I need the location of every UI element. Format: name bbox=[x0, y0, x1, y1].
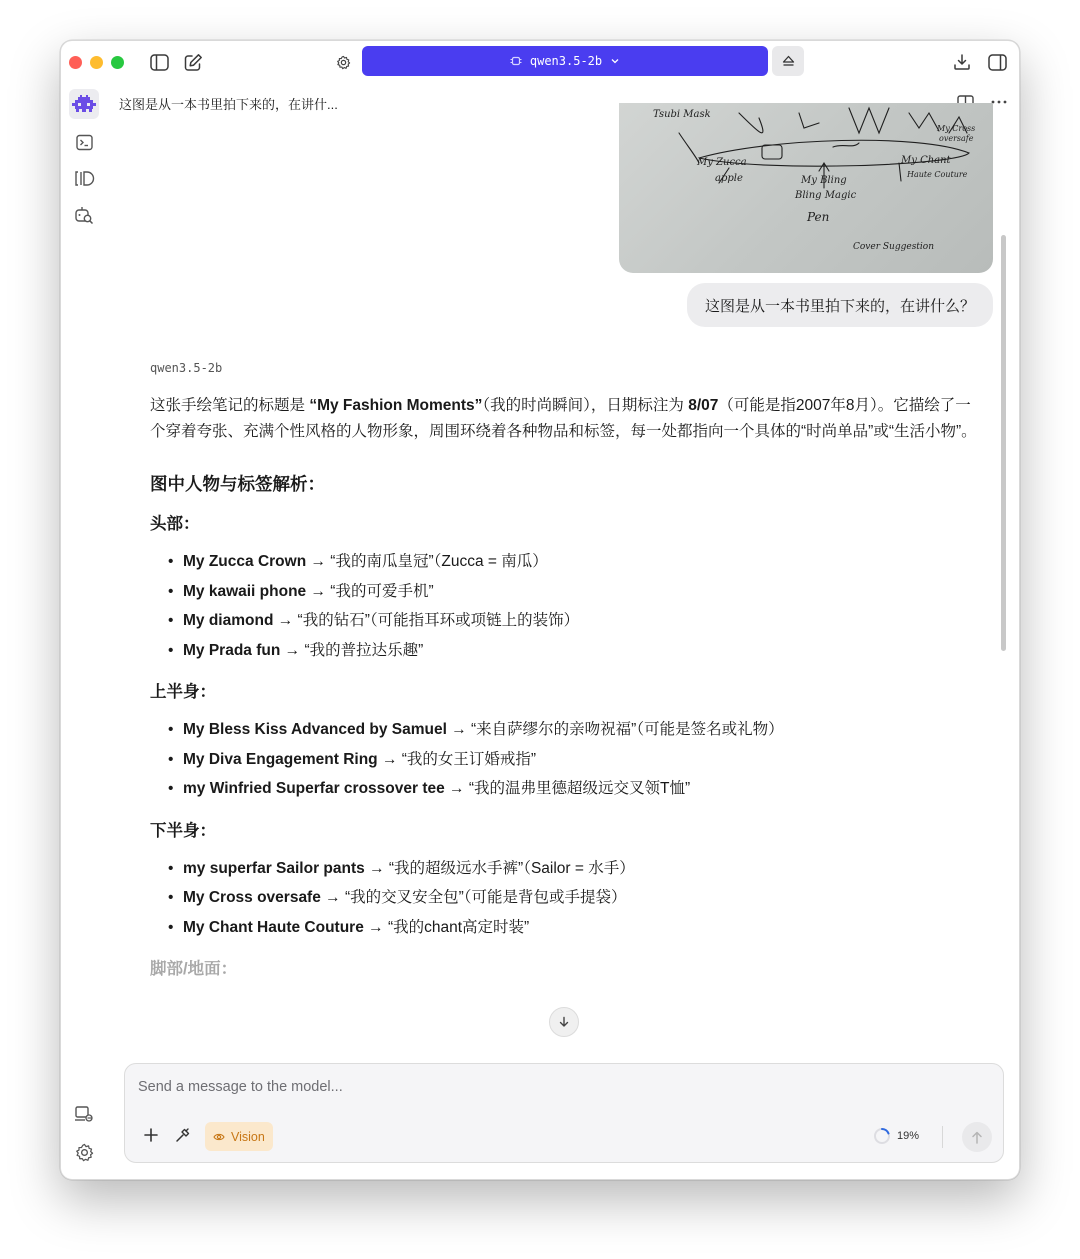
context-usage-indicator[interactable] bbox=[873, 1127, 919, 1145]
svg-text:My Chant: My Chant bbox=[901, 155, 951, 166]
lower-body-items-list bbox=[150, 854, 980, 943]
sidebar-item-settings[interactable] bbox=[69, 1137, 99, 1167]
svg-text:My Zucca: My Zucca bbox=[697, 157, 747, 168]
list-item: • My Zucca Crown → “我的南瓜皇冠”（Zucca = 南瓜） bbox=[168, 547, 980, 577]
title-bar bbox=[61, 41, 1021, 83]
list-item: • my superfar Sailor pants → “我的超级远水手裤”（Sailor = 水手） bbox=[168, 854, 980, 884]
uploaded-image[interactable] bbox=[619, 103, 993, 273]
arrow-down-icon bbox=[558, 1016, 570, 1028]
chat-title[interactable]: 这图是从一本书里拍下来的，在讲什... bbox=[119, 97, 338, 112]
eject-icon bbox=[782, 55, 795, 67]
model-settings-gear-icon[interactable] bbox=[332, 51, 354, 73]
svg-text:Haute Couture: Haute Couture bbox=[907, 170, 968, 179]
list-item: • my Winfried Superfar crossover tee → “我的温弗里德超级远交叉领T恤” bbox=[168, 774, 980, 804]
assistant-message bbox=[150, 393, 980, 982]
svg-text:Cover Suggestion: Cover Suggestion bbox=[853, 242, 935, 252]
minimize-window-button[interactable] bbox=[90, 56, 103, 69]
eye-icon bbox=[213, 1132, 225, 1142]
sidebar-item-developer-tools[interactable] bbox=[69, 1099, 99, 1129]
context-progress-ring bbox=[873, 1127, 891, 1145]
intro-paragraph: 这张手绘笔记的标题是 “My Fashion Moments”（我的时尚瞬间），日期标注为 8/07（可能是指2007年8月）。它描绘了一个穿着夸张、充满个性风格的人物形象，周围环绕着各种物品和标签，每一处都指向一个具体的“时尚单品”或“生活小物”。 bbox=[150, 397, 977, 440]
maximize-window-button[interactable] bbox=[111, 56, 124, 69]
model-chip-icon bbox=[510, 55, 522, 67]
svg-text:My Cross: My Cross bbox=[937, 124, 976, 133]
group-heading-upper-body: 上半身： bbox=[150, 683, 216, 701]
user-message-bubble: 这图是从一本书里拍下来的，在讲什么？ bbox=[687, 283, 993, 327]
composer-divider bbox=[942, 1126, 943, 1148]
chat-scroll-area[interactable] bbox=[61, 109, 1021, 1051]
fashion-sketch-image bbox=[619, 103, 993, 273]
add-attachment-icon[interactable] bbox=[139, 1123, 163, 1147]
chat-scrollbar[interactable] bbox=[1001, 235, 1006, 651]
new-chat-icon[interactable] bbox=[182, 51, 204, 73]
settings-gear-icon bbox=[75, 1143, 94, 1162]
list-item: • My Prada fun → “我的普拉达乐趣” bbox=[168, 636, 980, 666]
send-button[interactable] bbox=[962, 1122, 992, 1152]
upper-body-items-list bbox=[150, 715, 980, 804]
model-selector-button[interactable] bbox=[362, 46, 768, 76]
close-window-button[interactable] bbox=[69, 56, 82, 69]
arrow-up-icon bbox=[971, 1131, 983, 1144]
svg-text:apple: apple bbox=[715, 173, 743, 184]
list-item: • My Bless Kiss Advanced by Samuel → “来自萨缪尔的亲吻祝福”（可能是签名或礼物） bbox=[168, 715, 980, 745]
vision-label: Vision bbox=[231, 1129, 265, 1144]
app-window bbox=[60, 40, 1020, 1180]
svg-text:oversafe: oversafe bbox=[939, 134, 974, 143]
download-icon[interactable] bbox=[951, 51, 973, 73]
developer-icon bbox=[74, 1105, 94, 1123]
toggle-right-panel-icon[interactable] bbox=[986, 51, 1008, 73]
list-item: • My Diva Engagement Ring → “我的女王订婚戒指” bbox=[168, 745, 980, 775]
model-name: qwen3.5-2b bbox=[529, 54, 603, 68]
list-item: • My diamond → “我的钻石”（可能指耳环或项链上的装饰） bbox=[168, 606, 980, 636]
svg-text:Tsubi Mask: Tsubi Mask bbox=[653, 109, 711, 120]
group-heading-lower-body: 下半身： bbox=[150, 821, 216, 840]
eject-model-button[interactable] bbox=[772, 46, 804, 76]
section-heading: 图中人物与标签解析： bbox=[150, 474, 325, 494]
list-item: • My kawaii phone → “我的可爱手机” bbox=[168, 577, 980, 607]
sidebar-item-chat[interactable] bbox=[69, 89, 99, 119]
vision-capability-badge[interactable] bbox=[205, 1122, 273, 1151]
message-input[interactable] bbox=[138, 1076, 838, 1098]
scroll-to-bottom-button[interactable] bbox=[549, 1007, 579, 1037]
context-usage-text: 19% bbox=[897, 1130, 920, 1142]
app-logo-icon bbox=[72, 95, 96, 113]
assistant-model-label: qwen3.5-2b bbox=[150, 361, 223, 375]
list-item: • My Cross oversafe → “我的交叉安全包”（可能是背包或手提袋） bbox=[168, 883, 980, 913]
svg-text:Pen: Pen bbox=[807, 210, 830, 224]
chevron-down-icon bbox=[610, 56, 620, 66]
head-items-list bbox=[150, 547, 980, 665]
group-heading-feet: 脚部/地面： bbox=[150, 960, 238, 978]
tools-icon[interactable] bbox=[171, 1123, 195, 1147]
svg-text:Bling Magic: Bling Magic bbox=[795, 190, 857, 201]
group-heading-head: 头部： bbox=[150, 515, 200, 533]
message-composer bbox=[124, 1063, 1004, 1163]
list-item: • My Chant Haute Couture → “我的chant高定时装” bbox=[168, 913, 980, 943]
toggle-sidebar-icon[interactable] bbox=[148, 51, 170, 73]
svg-text:My Bling: My Bling bbox=[801, 175, 847, 186]
